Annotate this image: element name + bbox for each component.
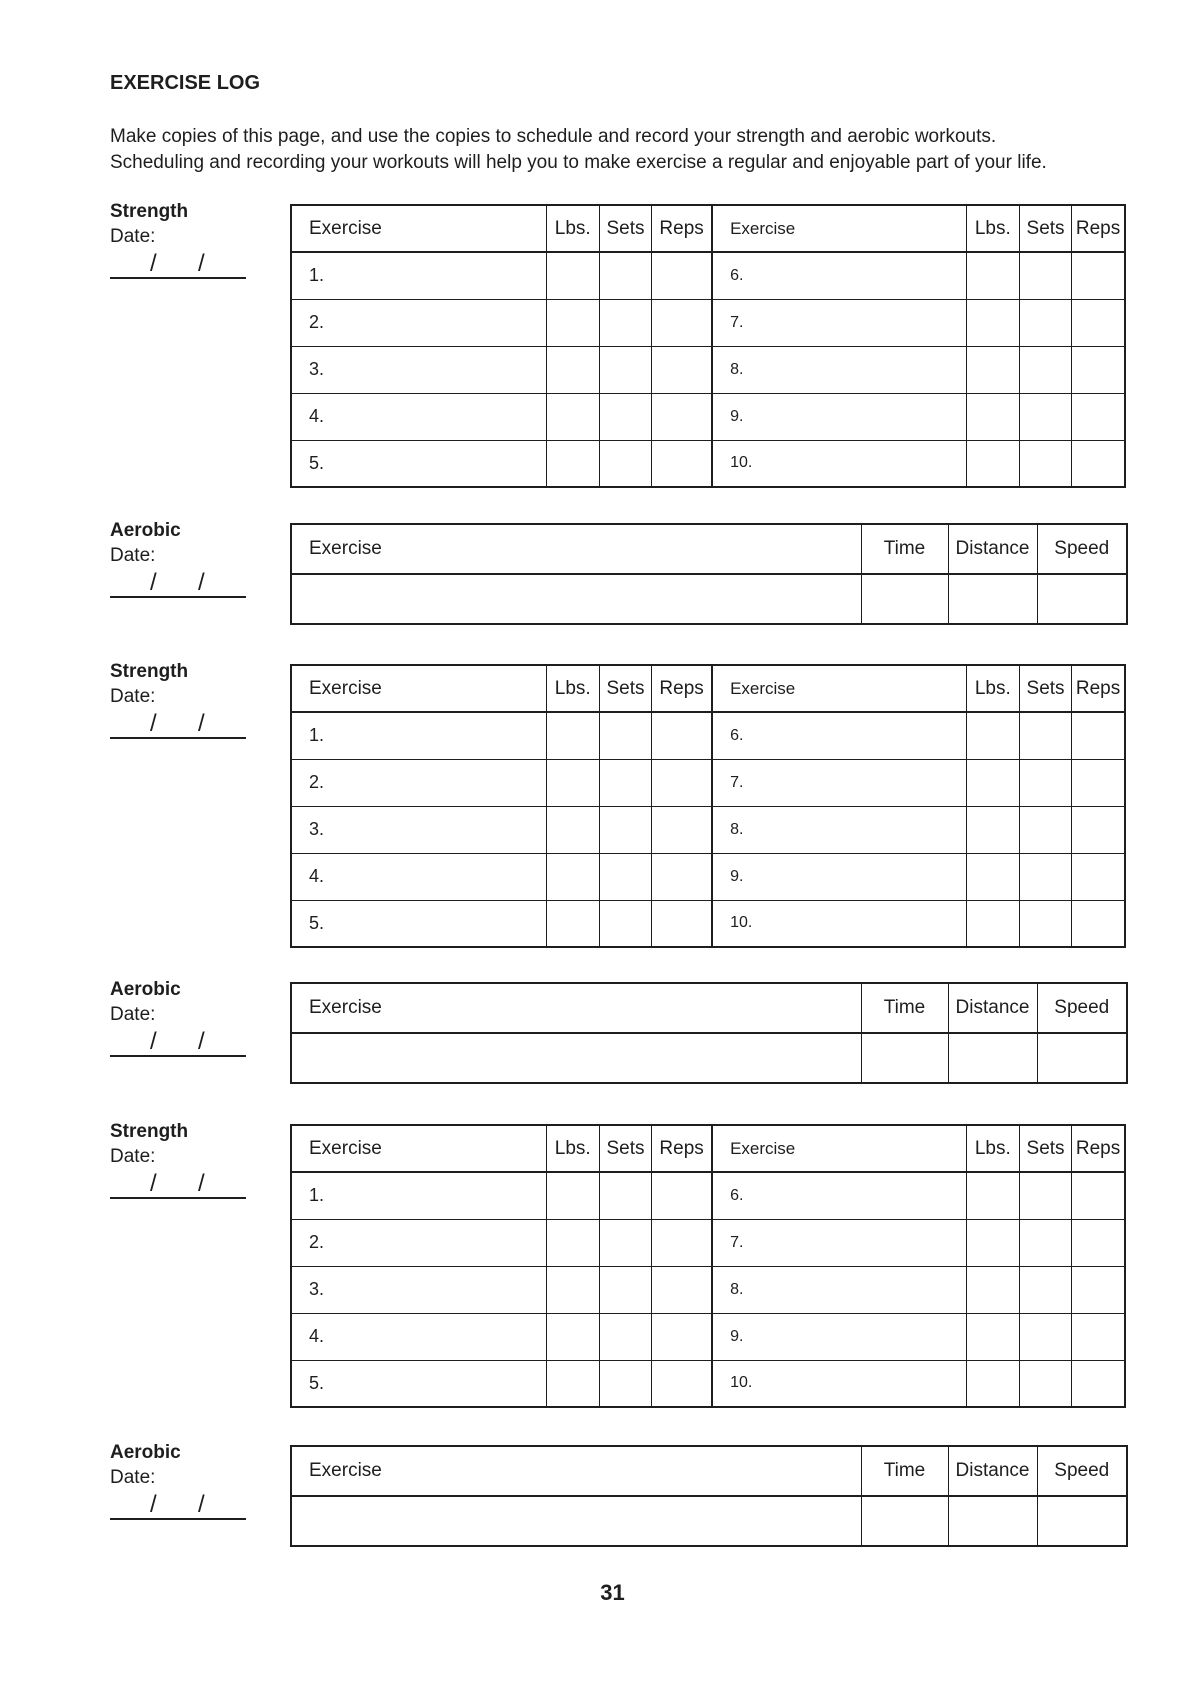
reps-cell[interactable] xyxy=(1072,1219,1125,1266)
block-kind: Aerobic xyxy=(110,979,181,1000)
table-row xyxy=(291,1496,1127,1546)
col-reps: Reps xyxy=(1072,205,1125,252)
lbs-cell[interactable] xyxy=(966,1219,1019,1266)
date-separator: / xyxy=(150,1170,157,1197)
row-number[interactable]: 8. xyxy=(712,346,966,393)
sets-cell[interactable] xyxy=(1019,1313,1071,1360)
col-speed: Speed xyxy=(1037,524,1127,574)
sets-cell[interactable] xyxy=(1019,252,1071,299)
col-exercise: Exercise xyxy=(712,1125,966,1172)
col-exercise: Exercise xyxy=(291,665,546,712)
date-entry-line[interactable] xyxy=(110,570,246,598)
reps-cell[interactable] xyxy=(652,252,712,299)
row-number[interactable]: 1. xyxy=(291,1172,546,1219)
sets-cell[interactable] xyxy=(1019,1360,1071,1407)
col-sets: Sets xyxy=(1019,1125,1071,1172)
col-lbs: Lbs. xyxy=(966,1125,1019,1172)
strength-table-1 xyxy=(290,204,1126,488)
date-entry-line[interactable] xyxy=(110,251,246,279)
table-row xyxy=(291,252,1125,299)
reps-cell[interactable] xyxy=(652,393,712,440)
date-separator: / xyxy=(198,250,205,277)
speed-cell[interactable] xyxy=(1037,574,1127,624)
table-row xyxy=(291,806,1125,853)
col-distance: Distance xyxy=(948,524,1037,574)
block-kind: Aerobic xyxy=(110,1442,181,1463)
col-reps: Reps xyxy=(652,665,712,712)
col-lbs: Lbs. xyxy=(546,665,599,712)
reps-cell[interactable] xyxy=(652,1266,712,1313)
table-row xyxy=(291,759,1125,806)
reps-cell[interactable] xyxy=(1072,759,1125,806)
col-speed: Speed xyxy=(1037,1446,1127,1496)
table-row xyxy=(291,853,1125,900)
date-entry-line[interactable] xyxy=(110,1029,246,1057)
aerobic-table-1 xyxy=(290,523,1128,625)
lbs-cell[interactable] xyxy=(546,1219,599,1266)
col-distance: Distance xyxy=(948,983,1037,1033)
table-row xyxy=(291,1266,1125,1313)
date-entry-line[interactable] xyxy=(110,1492,246,1520)
table-row xyxy=(291,1313,1125,1360)
date-label: Date: xyxy=(110,545,156,566)
lbs-cell[interactable] xyxy=(546,440,599,487)
reps-cell[interactable] xyxy=(1072,806,1125,853)
lbs-cell[interactable] xyxy=(546,1172,599,1219)
table-row xyxy=(291,299,1125,346)
sets-cell[interactable] xyxy=(599,299,651,346)
row-number[interactable]: 6. xyxy=(712,1172,966,1219)
lbs-cell[interactable] xyxy=(546,759,599,806)
reps-cell[interactable] xyxy=(652,1219,712,1266)
row-number[interactable]: 7. xyxy=(712,759,966,806)
row-number[interactable]: 9. xyxy=(712,853,966,900)
distance-cell[interactable] xyxy=(948,1496,1037,1546)
reps-cell[interactable] xyxy=(652,853,712,900)
table-header-row xyxy=(291,665,1125,712)
table-row xyxy=(291,1172,1125,1219)
row-number[interactable]: 4. xyxy=(291,393,546,440)
reps-cell[interactable] xyxy=(652,759,712,806)
date-separator: / xyxy=(150,569,157,596)
row-number[interactable]: 2. xyxy=(291,759,546,806)
table-row xyxy=(291,900,1125,947)
reps-cell[interactable] xyxy=(1072,1172,1125,1219)
date-separator: / xyxy=(150,250,157,277)
date-label: Date: xyxy=(110,1467,156,1488)
sets-cell[interactable] xyxy=(1019,900,1071,947)
lbs-cell[interactable] xyxy=(966,393,1019,440)
date-separator: / xyxy=(198,1491,205,1518)
aerobic-label-1 xyxy=(110,518,250,598)
sets-cell[interactable] xyxy=(599,759,651,806)
date-separator: / xyxy=(198,569,205,596)
lbs-cell[interactable] xyxy=(966,1172,1019,1219)
block-kind: Strength xyxy=(110,201,189,222)
time-cell[interactable] xyxy=(861,1033,948,1083)
intro-line: Make copies of this page, and use the copies to schedule and record your strength and aerobic workouts. xyxy=(110,126,997,147)
col-exercise: Exercise xyxy=(291,524,861,574)
row-number[interactable]: 5. xyxy=(291,1360,546,1407)
col-time: Time xyxy=(861,1446,948,1496)
row-number[interactable]: 6. xyxy=(712,252,966,299)
date-separator: / xyxy=(150,1491,157,1518)
block-kind: Strength xyxy=(110,1121,189,1142)
col-reps: Reps xyxy=(1072,1125,1125,1172)
lbs-cell[interactable] xyxy=(966,900,1019,947)
col-time: Time xyxy=(861,524,948,574)
speed-cell[interactable] xyxy=(1037,1496,1127,1546)
aerobic-table-3 xyxy=(290,1445,1128,1547)
col-lbs: Lbs. xyxy=(966,665,1019,712)
sets-cell[interactable] xyxy=(1019,1172,1071,1219)
reps-cell[interactable] xyxy=(652,440,712,487)
sets-cell[interactable] xyxy=(599,806,651,853)
date-entry-line[interactable] xyxy=(110,711,246,739)
lbs-cell[interactable] xyxy=(546,712,599,759)
table-row xyxy=(291,346,1125,393)
sets-cell[interactable] xyxy=(599,1219,651,1266)
col-exercise: Exercise xyxy=(291,205,546,252)
row-number[interactable]: 7. xyxy=(712,299,966,346)
col-exercise: Exercise xyxy=(712,665,966,712)
sets-cell[interactable] xyxy=(599,1313,651,1360)
exercise-cell[interactable] xyxy=(291,1033,861,1083)
date-separator: / xyxy=(198,1170,205,1197)
reps-cell[interactable] xyxy=(652,900,712,947)
sets-cell[interactable] xyxy=(599,440,651,487)
table-row xyxy=(291,393,1125,440)
row-number[interactable]: 9. xyxy=(712,1313,966,1360)
lbs-cell[interactable] xyxy=(966,1360,1019,1407)
reps-cell[interactable] xyxy=(1072,440,1125,487)
reps-cell[interactable] xyxy=(1072,712,1125,759)
page-number: 31 xyxy=(600,1580,625,1605)
block-kind: Aerobic xyxy=(110,520,181,541)
lbs-cell[interactable] xyxy=(966,759,1019,806)
table-row xyxy=(291,574,1127,624)
time-cell[interactable] xyxy=(861,574,948,624)
col-reps: Reps xyxy=(1072,665,1125,712)
row-number[interactable]: 5. xyxy=(291,900,546,947)
col-reps: Reps xyxy=(652,205,712,252)
col-sets: Sets xyxy=(599,665,651,712)
strength-table-2 xyxy=(290,664,1126,948)
row-number[interactable]: 8. xyxy=(712,806,966,853)
lbs-cell[interactable] xyxy=(546,299,599,346)
table-row xyxy=(291,1360,1125,1407)
time-cell[interactable] xyxy=(861,1496,948,1546)
lbs-cell[interactable] xyxy=(966,299,1019,346)
row-number[interactable]: 3. xyxy=(291,806,546,853)
sets-cell[interactable] xyxy=(1019,806,1071,853)
col-distance: Distance xyxy=(948,1446,1037,1496)
lbs-cell[interactable] xyxy=(546,346,599,393)
aerobic-label-3 xyxy=(110,1440,250,1520)
strength-label-3 xyxy=(110,1119,250,1199)
distance-cell[interactable] xyxy=(948,574,1037,624)
row-number[interactable]: 7. xyxy=(712,1219,966,1266)
lbs-cell[interactable] xyxy=(966,440,1019,487)
strength-label-2 xyxy=(110,659,250,739)
reps-cell[interactable] xyxy=(1072,1313,1125,1360)
reps-cell[interactable] xyxy=(652,1313,712,1360)
reps-cell[interactable] xyxy=(1072,299,1125,346)
lbs-cell[interactable] xyxy=(966,712,1019,759)
date-label: Date: xyxy=(110,686,156,707)
table-row xyxy=(291,440,1125,487)
date-entry-line[interactable] xyxy=(110,1171,246,1199)
col-sets: Sets xyxy=(599,1125,651,1172)
col-sets: Sets xyxy=(1019,205,1071,252)
reps-cell[interactable] xyxy=(1072,393,1125,440)
exercise-cell[interactable] xyxy=(291,1496,861,1546)
row-number[interactable]: 5. xyxy=(291,440,546,487)
lbs-cell[interactable] xyxy=(546,853,599,900)
strength-label-1 xyxy=(110,199,250,279)
lbs-cell[interactable] xyxy=(966,346,1019,393)
row-number[interactable]: 9. xyxy=(712,393,966,440)
row-number[interactable]: 1. xyxy=(291,252,546,299)
reps-cell[interactable] xyxy=(652,1172,712,1219)
lbs-cell[interactable] xyxy=(546,1266,599,1313)
sets-cell[interactable] xyxy=(1019,853,1071,900)
col-exercise: Exercise xyxy=(291,1125,546,1172)
row-number[interactable]: 8. xyxy=(712,1266,966,1313)
exercise-cell[interactable] xyxy=(291,574,861,624)
date-label: Date: xyxy=(110,1004,156,1025)
col-exercise: Exercise xyxy=(712,205,966,252)
col-sets: Sets xyxy=(599,205,651,252)
reps-cell[interactable] xyxy=(1072,252,1125,299)
row-number[interactable]: 2. xyxy=(291,299,546,346)
lbs-cell[interactable] xyxy=(966,1313,1019,1360)
block-kind: Strength xyxy=(110,661,189,682)
speed-cell[interactable] xyxy=(1037,1033,1127,1083)
distance-cell[interactable] xyxy=(948,1033,1037,1083)
sets-cell[interactable] xyxy=(599,393,651,440)
sets-cell[interactable] xyxy=(599,1360,651,1407)
sets-cell[interactable] xyxy=(599,900,651,947)
lbs-cell[interactable] xyxy=(546,252,599,299)
reps-cell[interactable] xyxy=(1072,1266,1125,1313)
table-header-row xyxy=(291,205,1125,252)
col-lbs: Lbs. xyxy=(546,205,599,252)
reps-cell[interactable] xyxy=(652,1360,712,1407)
sets-cell[interactable] xyxy=(1019,1266,1071,1313)
table-row xyxy=(291,1219,1125,1266)
row-number[interactable]: 2. xyxy=(291,1219,546,1266)
date-separator: / xyxy=(198,1028,205,1055)
table-row xyxy=(291,1033,1127,1083)
col-lbs: Lbs. xyxy=(966,205,1019,252)
lbs-cell[interactable] xyxy=(546,393,599,440)
table-header-row xyxy=(291,524,1127,574)
row-number[interactable]: 3. xyxy=(291,1266,546,1313)
reps-cell[interactable] xyxy=(1072,900,1125,947)
sets-cell[interactable] xyxy=(1019,299,1071,346)
lbs-cell[interactable] xyxy=(546,1360,599,1407)
strength-table-3 xyxy=(290,1124,1126,1408)
col-speed: Speed xyxy=(1037,983,1127,1033)
row-number[interactable]: 10. xyxy=(712,900,966,947)
reps-cell[interactable] xyxy=(1072,346,1125,393)
row-number[interactable]: 4. xyxy=(291,1313,546,1360)
sets-cell[interactable] xyxy=(1019,759,1071,806)
reps-cell[interactable] xyxy=(652,346,712,393)
row-number[interactable]: 1. xyxy=(291,712,546,759)
lbs-cell[interactable] xyxy=(546,1313,599,1360)
reps-cell[interactable] xyxy=(1072,1360,1125,1407)
date-label: Date: xyxy=(110,1146,156,1167)
table-header-row xyxy=(291,983,1127,1033)
lbs-cell[interactable] xyxy=(966,252,1019,299)
sets-cell[interactable] xyxy=(1019,1219,1071,1266)
sets-cell[interactable] xyxy=(599,1266,651,1313)
lbs-cell[interactable] xyxy=(546,806,599,853)
date-separator: / xyxy=(198,710,205,737)
table-row xyxy=(291,712,1125,759)
col-reps: Reps xyxy=(652,1125,712,1172)
lbs-cell[interactable] xyxy=(546,900,599,947)
row-number[interactable]: 10. xyxy=(712,1360,966,1407)
sets-cell[interactable] xyxy=(599,252,651,299)
sets-cell[interactable] xyxy=(599,1172,651,1219)
date-label: Date: xyxy=(110,226,156,247)
col-exercise: Exercise xyxy=(291,983,861,1033)
sets-cell[interactable] xyxy=(1019,712,1071,759)
reps-cell[interactable] xyxy=(652,299,712,346)
reps-cell[interactable] xyxy=(1072,853,1125,900)
col-lbs: Lbs. xyxy=(546,1125,599,1172)
row-number[interactable]: 3. xyxy=(291,346,546,393)
lbs-cell[interactable] xyxy=(966,1266,1019,1313)
sets-cell[interactable] xyxy=(599,712,651,759)
sets-cell[interactable] xyxy=(1019,440,1071,487)
sets-cell[interactable] xyxy=(1019,393,1071,440)
aerobic-table-2 xyxy=(290,982,1128,1084)
row-number[interactable]: 6. xyxy=(712,712,966,759)
page-title: EXERCISE LOG xyxy=(110,72,261,94)
table-header-row xyxy=(291,1125,1125,1172)
sets-cell[interactable] xyxy=(599,346,651,393)
lbs-cell[interactable] xyxy=(966,853,1019,900)
sets-cell[interactable] xyxy=(1019,346,1071,393)
col-time: Time xyxy=(861,983,948,1033)
col-sets: Sets xyxy=(1019,665,1071,712)
lbs-cell[interactable] xyxy=(966,806,1019,853)
sets-cell[interactable] xyxy=(599,853,651,900)
intro-text xyxy=(110,124,1047,176)
date-separator: / xyxy=(150,1028,157,1055)
aerobic-label-2 xyxy=(110,977,250,1057)
intro-line: Scheduling and recording your workouts will help you to make exercise a regular and enjoyable part of your life. xyxy=(110,152,1047,173)
row-number[interactable]: 10. xyxy=(712,440,966,487)
reps-cell[interactable] xyxy=(652,806,712,853)
col-exercise: Exercise xyxy=(291,1446,861,1496)
reps-cell[interactable] xyxy=(652,712,712,759)
table-header-row xyxy=(291,1446,1127,1496)
row-number[interactable]: 4. xyxy=(291,853,546,900)
date-separator: / xyxy=(150,710,157,737)
